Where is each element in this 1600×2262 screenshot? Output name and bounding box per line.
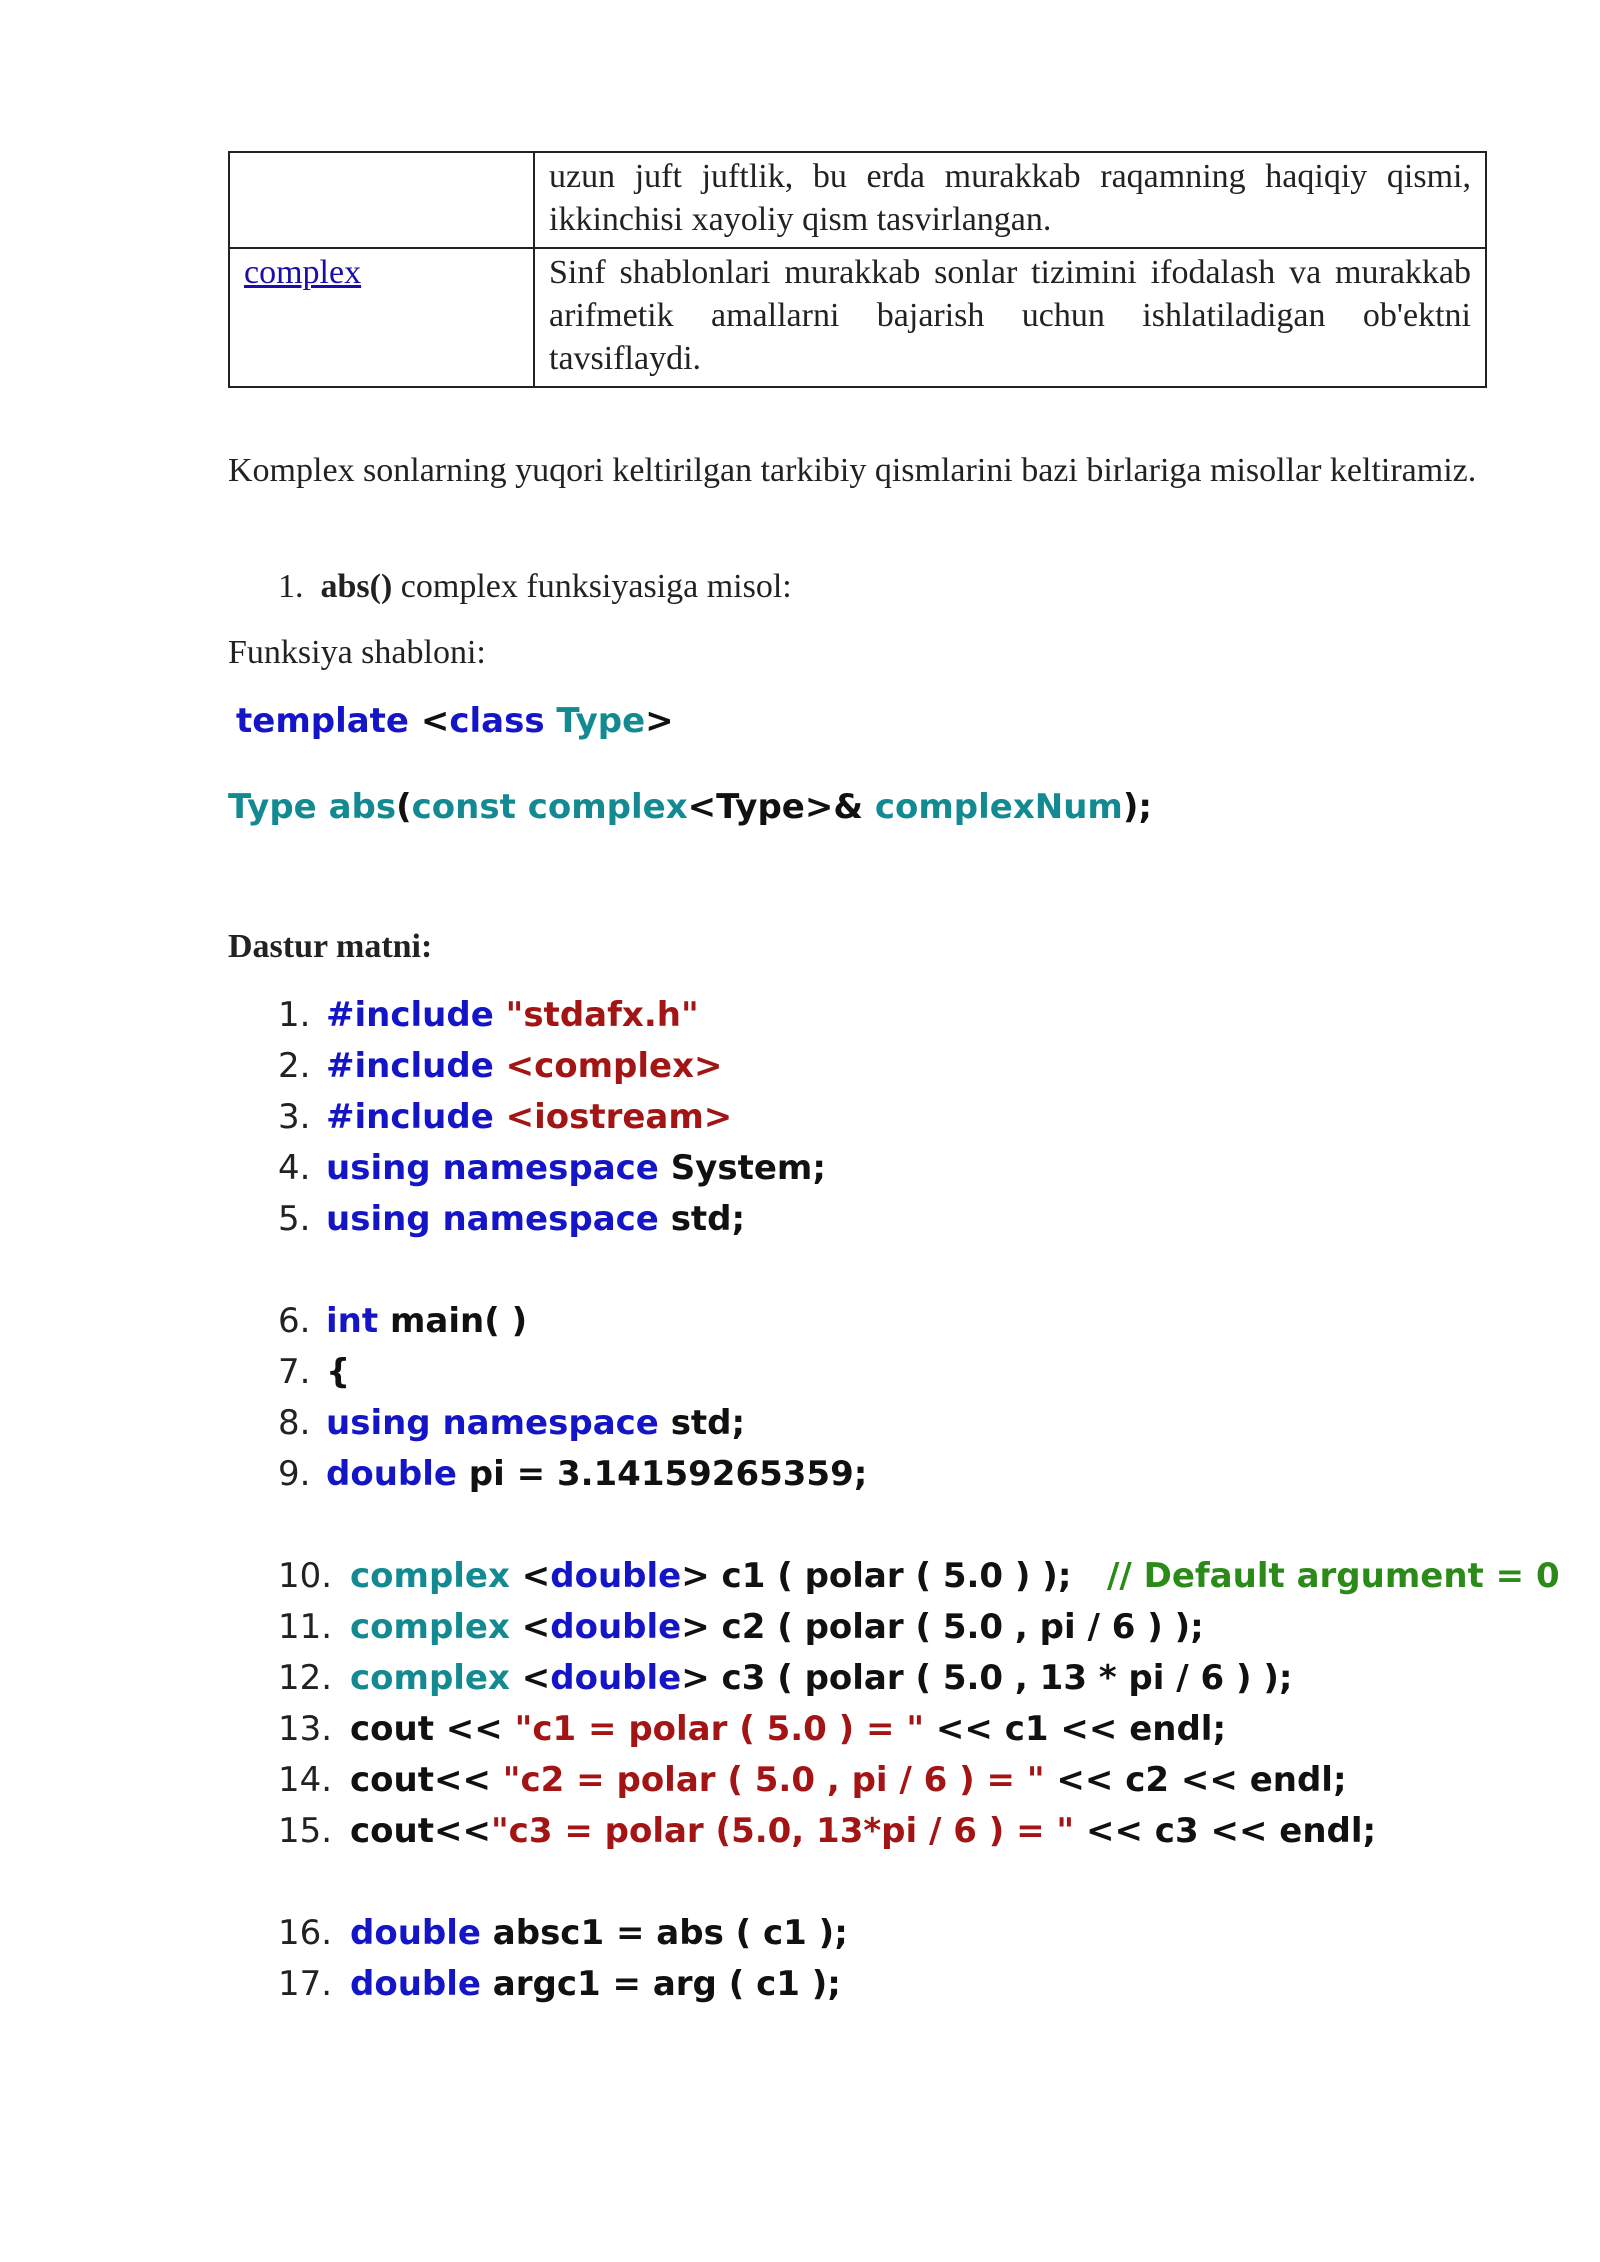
code-token: << c1 << endl; <box>924 1709 1227 1749</box>
code-token <box>494 1097 506 1137</box>
line-number: 5. <box>278 1199 311 1239</box>
code-token <box>317 787 329 827</box>
code-line <box>278 1300 527 1342</box>
definition-table <box>228 151 1487 388</box>
code-token: complex <box>350 1607 510 1647</box>
code-token: << c2 << endl; <box>1044 1760 1347 1800</box>
line-number: 15. <box>278 1811 333 1851</box>
code-token: pi = 3.14159265359; <box>456 1454 868 1494</box>
code-token: System; <box>658 1148 826 1188</box>
code-token: "c2 = polar ( 5.0 , pi / 6 ) = " <box>502 1760 1045 1800</box>
code-token: "c1 = polar ( 5.0 ) = " <box>514 1709 925 1749</box>
line-number: 6. <box>278 1301 311 1341</box>
complex-link[interactable]: complex <box>244 254 362 291</box>
code-token: cout<< <box>350 1811 491 1851</box>
code-line <box>278 1810 1376 1852</box>
code-token: double <box>550 1556 682 1596</box>
code-token: double <box>350 1913 481 1953</box>
code-token: complex <box>350 1556 510 1596</box>
line-number: 9. <box>278 1454 311 1494</box>
code-token: argc1 = arg ( c1 ); <box>480 1964 841 2004</box>
code-token: Type <box>228 787 317 827</box>
code-token: cout<< <box>350 1760 503 1800</box>
code-token: cout << <box>350 1709 515 1749</box>
code-token: > c3 ( polar ( 5.0 , 13 * pi / 6 ) ); <box>681 1658 1293 1698</box>
dastur-label: Dastur matni: <box>228 928 433 965</box>
list-item-bold: abs() <box>320 568 393 605</box>
table-row <box>229 152 1486 248</box>
code-token: using namespace <box>326 1199 659 1239</box>
code-token: Type <box>556 701 646 741</box>
code-token: abs <box>328 787 397 827</box>
code-token: template <box>236 701 409 741</box>
code-token: <iostream> <box>505 1097 733 1137</box>
code-line <box>278 994 699 1036</box>
line-number: 14. <box>278 1760 333 1800</box>
code-token: < <box>509 1658 551 1698</box>
code-token: ); <box>1122 787 1152 827</box>
code-line <box>278 1147 826 1189</box>
list-item <box>278 568 1537 606</box>
code-line <box>278 1912 848 1954</box>
line-number: 16. <box>278 1913 333 1953</box>
code-token: absc1 = abs ( c1 ); <box>480 1913 848 1953</box>
template-line-1 <box>236 700 674 742</box>
line-number: 2. <box>278 1046 311 1086</box>
code-line <box>278 1657 1293 1699</box>
code-token: #include <box>326 1046 494 1086</box>
line-number: 17. <box>278 1964 333 2004</box>
code-token: #include <box>326 1097 494 1137</box>
table-term-cell <box>229 248 534 387</box>
code-token: < <box>409 701 450 741</box>
code-token: double <box>550 1607 682 1647</box>
code-token: complexNum <box>874 787 1123 827</box>
table-desc-cell: Sinf shablonlari murakkab sonlar tizimini ifodalash va murakkab arifmetik amallarni bajarish uchun ishlatiladigan ob'ektni tavsiflaydi. <box>534 248 1486 387</box>
code-line <box>278 1096 732 1138</box>
code-line <box>278 1045 723 1087</box>
code-token: << c3 << endl; <box>1074 1811 1377 1851</box>
line-number: 8. <box>278 1403 311 1443</box>
table-desc-cell: uzun juft juftlik, bu erda murakkab raqamning haqiqiy qismi, ikkinchisi xayoliy qism tasvirlangan. <box>534 152 1486 248</box>
code-token: > <box>645 701 674 741</box>
code-token: std; <box>658 1403 746 1443</box>
code-token: > c2 ( polar ( 5.0 , pi / 6 ) ); <box>681 1607 1204 1647</box>
code-token: const <box>411 787 516 827</box>
code-line <box>278 1759 1347 1801</box>
line-number: 7. <box>278 1352 311 1392</box>
code-token: "stdafx.h" <box>505 995 699 1035</box>
line-number: 3. <box>278 1097 311 1137</box>
code-line <box>278 1708 1226 1750</box>
code-token: "c3 = polar (5.0, 13*pi / 6 ) = " <box>490 1811 1075 1851</box>
code-line <box>278 1963 841 2005</box>
table-term-cell <box>229 152 534 248</box>
code-token: ( <box>396 787 412 827</box>
code-line <box>278 1606 1204 1648</box>
code-token: > c1 ( polar ( 5.0 ) ); <box>681 1556 1107 1596</box>
code-token: complex <box>350 1658 510 1698</box>
list-item-text: complex funksiyasiga misol: <box>392 568 792 605</box>
code-token: double <box>350 1964 481 2004</box>
code-token <box>545 701 557 741</box>
code-comment: // Default argument = 0 <box>1106 1556 1560 1596</box>
line-number: 11. <box>278 1607 333 1647</box>
code-token: double <box>326 1454 457 1494</box>
template-line-2 <box>228 786 1152 828</box>
code-token <box>516 787 528 827</box>
code-line <box>278 1198 745 1240</box>
funksiya-label: Funksiya shabloni: <box>228 634 486 671</box>
code-token: main( ) <box>378 1301 528 1341</box>
code-token: < <box>509 1556 551 1596</box>
code-token: std; <box>658 1199 746 1239</box>
line-number: 12. <box>278 1658 333 1698</box>
code-token: double <box>550 1658 682 1698</box>
line-number: 1. <box>278 995 311 1035</box>
line-number: 13. <box>278 1709 333 1749</box>
code-token: using namespace <box>326 1148 659 1188</box>
code-token: using namespace <box>326 1403 659 1443</box>
code-token: complex <box>527 787 688 827</box>
line-number: 10. <box>278 1556 333 1596</box>
code-token: class <box>449 701 545 741</box>
code-token: < <box>509 1607 551 1647</box>
code-line <box>278 1402 745 1444</box>
line-number: 4. <box>278 1148 311 1188</box>
code-line <box>278 1351 350 1393</box>
list-number: 1. <box>278 568 304 605</box>
code-token <box>494 1046 506 1086</box>
code-token: int <box>326 1301 379 1341</box>
code-line <box>278 1555 1560 1597</box>
code-token: #include <box>326 995 494 1035</box>
code-token: { <box>326 1352 351 1392</box>
code-line <box>278 1453 867 1495</box>
table-row <box>229 248 1486 387</box>
code-token <box>494 995 506 1035</box>
code-token: <complex> <box>505 1046 723 1086</box>
code-token: <Type>& <box>687 787 875 827</box>
intro-paragraph: Komplex sonlarning yuqori keltirilgan tarkibiy qismlarini bazi birlariga misollar keltiramiz. <box>228 452 1477 489</box>
